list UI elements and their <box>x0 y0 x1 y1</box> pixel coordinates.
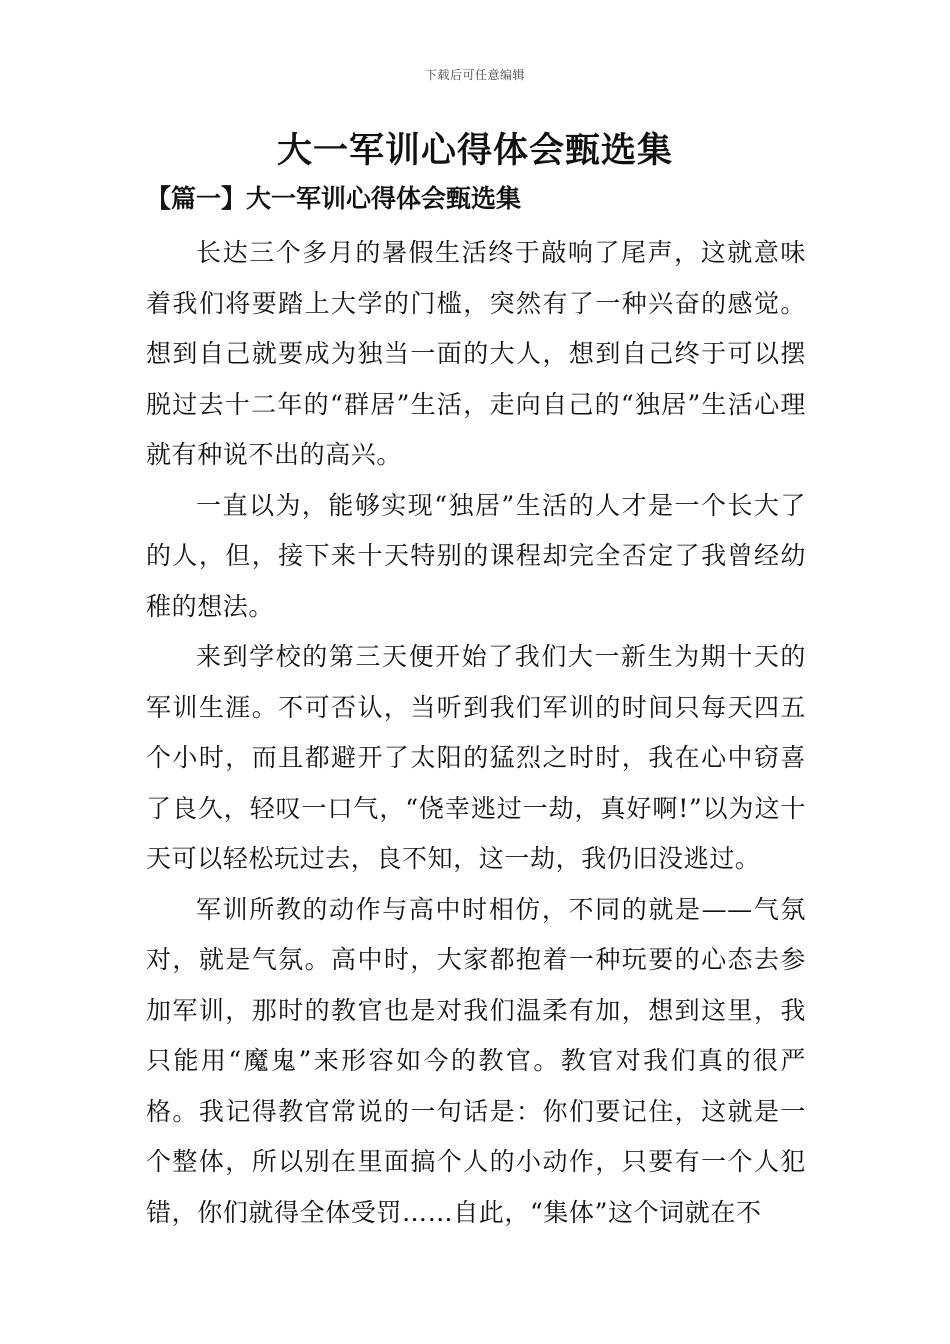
paragraph-3: 来到学校的第三天便开始了我们大一新生为期十天的军训生涯。不可否认，当听到我们军训的时间只每天四五个小时，而且都避开了太阳的猛烈之时时，我在心中窃喜了良久，轻叹一口气，“侥幸逃过一劫，真好啊!”以为这十天可以轻松玩过去，良不知，这一劫，我仍旧没逃过。 <box>146 642 806 873</box>
header-note: 下载后可任意编辑 <box>424 68 525 82</box>
paragraph-1: 长达三个多月的暑假生活终于敲响了尾声，这就意味着我们将要踏上大学的门槛，突然有了一种兴奋的感觉。想到自己就要成为独当一面的大人，想到自己终于可以摆脱过去十二年的“群居”生活，走向自己的“独居”生活心理就有种说不出的高兴。 <box>146 238 806 469</box>
document-title: 大一军训心得体会甄选集 <box>276 130 673 171</box>
section-heading: 【篇一】大一军训心得体会甄选集 <box>146 184 522 213</box>
paragraph-2: 一直以为，能够实现“独居”生活的人才是一个长大了的人，但，接下来十天特别的课程却完全否定了我曾经幼稚的想法。 <box>146 490 806 621</box>
paragraph-4: 军训所教的动作与高中时相仿，不同的就是——气氛对，就是气氛。高中时，大家都抱着一种玩要的心态去参加军训，那时的教官也是对我们温柔有加，想到这里，我只能用“魔鬼”来形容如今的教官。教官对我们真的很严格。我记得教官常说的一句话是：你们要记住，这就是一个整体，所以别在里面搞个人的小动作，只要有一个人犯错，你们就得全体受罚……自此，“集体”这个词就在不 <box>146 894 806 1227</box>
body-text <box>146 228 806 1238</box>
